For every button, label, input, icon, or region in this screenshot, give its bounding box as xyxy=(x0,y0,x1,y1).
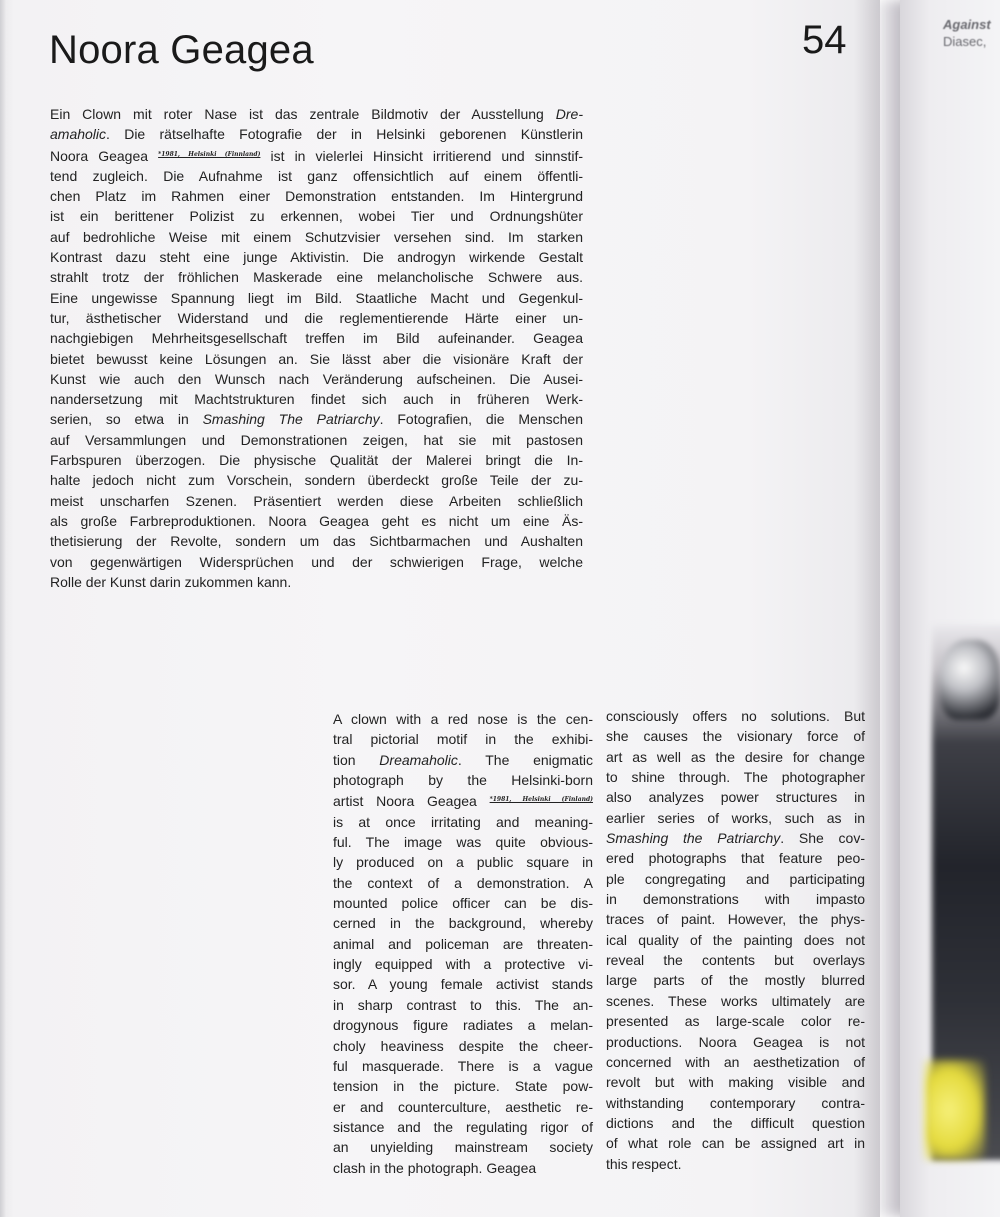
text-line xyxy=(606,889,865,909)
text-run: she causes the visionary force of xyxy=(606,728,865,745)
text-run: chen Platz im Rahmen einer Demonstration entstanden. Im Hintergrund xyxy=(50,188,583,205)
text-run: art as well as the desire for change xyxy=(606,748,865,765)
text-run: auf bedrohliche Weise mit einem Schutzvisier versehen sind. Im starken xyxy=(50,228,583,245)
text-run: Noora Geagea xyxy=(50,147,159,164)
text-run: also analyzes power structures in xyxy=(606,789,865,806)
text-line xyxy=(50,288,583,308)
text-run: meist unscharfen Szenen. Präsentiert werden diese Arbeiten schließlich xyxy=(50,492,583,509)
text-run: ful masquerade. There is a vague xyxy=(333,1057,593,1074)
text-run: nandersetzung mit Machtstrukturen findet sich auch in früheren Werk- xyxy=(50,391,583,408)
text-line xyxy=(606,787,865,807)
text-run: revolt but with making visible and xyxy=(606,1074,865,1091)
text-run: als große Farbreproduktionen. Noora Geagea geht es nicht um eine Äs- xyxy=(50,512,583,529)
text-run: tur, ästhetischer Widerstand und die reglementierende Härte einer un- xyxy=(50,309,583,326)
text-run: . The enigmatic xyxy=(457,751,593,768)
text-line xyxy=(50,186,583,206)
text-run: dictions and the difficult question xyxy=(606,1114,865,1131)
text-run: presented as large-scale color re- xyxy=(606,1013,865,1030)
text-line xyxy=(606,930,865,950)
text-run: Kontrast dazu steht eine junge Aktivistin. Die androgyn wirkende Gestalt xyxy=(50,249,583,266)
text-run: auf Versammlungen und Demonstrationen zeigen, hat sie mit pastosen xyxy=(50,431,583,448)
text-line xyxy=(606,828,865,848)
text-run: sistance and the regulating rigor of xyxy=(333,1118,593,1135)
page-title: Noora Geagea xyxy=(49,28,314,72)
text-line xyxy=(606,1072,865,1092)
text-line xyxy=(50,328,583,348)
text-line xyxy=(333,873,593,893)
text-line xyxy=(50,470,583,490)
text-run: animal and policeman are threaten- xyxy=(333,935,593,952)
text-line xyxy=(333,913,593,933)
text-run: drogynous figure radiates a melan- xyxy=(333,1017,593,1034)
text-run: ered photographs that feature peo- xyxy=(606,850,865,867)
text-run: clash in the photograph. Geagea xyxy=(333,1159,537,1176)
text-line xyxy=(606,1133,865,1153)
text-line xyxy=(50,450,583,470)
text-line xyxy=(606,950,865,970)
text-run: er and counterculture, aesthetic re- xyxy=(333,1098,593,1115)
text-run: an unyielding mainstream society xyxy=(333,1139,593,1156)
facing-page-line-1: Against xyxy=(943,17,991,32)
text-line xyxy=(606,1113,865,1133)
text-run: . She cov- xyxy=(780,830,865,847)
text-run: concerned with an aesthetization of xyxy=(606,1053,865,1070)
text-line xyxy=(333,709,593,729)
text-run: photograph by the Helsinki-born xyxy=(333,772,593,789)
text-line xyxy=(333,1036,593,1056)
text-run: ly produced on a public square in xyxy=(333,854,593,871)
text-line xyxy=(333,934,593,954)
text-run: large parts of the mostly blurred xyxy=(606,972,865,989)
text-run: artist Noora Geagea xyxy=(333,793,490,810)
text-line xyxy=(606,747,865,767)
text-line xyxy=(606,1154,865,1174)
text-run: . Die rätselhafte Fotografie der in Helsinki geborenen Künstlerin xyxy=(106,126,583,143)
italic-title: amaholic xyxy=(50,126,107,143)
text-line xyxy=(50,247,583,267)
text-run: traces of paint. However, the phys- xyxy=(606,911,865,928)
text-line xyxy=(606,1093,865,1113)
text-run: thetisierung der Revolte, sondern um das Sichtbarmachen und Aushalten xyxy=(50,533,583,550)
text-line xyxy=(50,430,583,450)
text-line xyxy=(333,995,593,1015)
text-line xyxy=(333,1097,593,1117)
text-run: bietet bewusst keine Lösungen an. Sie lässt aber die visionäre Kraft der xyxy=(50,350,583,367)
text-run: ist ein berittener Polizist zu erkennen, wobei Tier und Ordnungshüter xyxy=(50,208,583,225)
text-run: serien, so etwa in xyxy=(50,411,203,428)
text-line xyxy=(606,869,865,889)
text-line xyxy=(333,790,593,811)
text-line xyxy=(333,852,593,872)
text-line xyxy=(50,206,583,226)
text-run: earlier series of works, such as in xyxy=(606,809,865,826)
yellow-jacket-image-fragment xyxy=(925,1060,985,1160)
text-run: tend zugleich. Die Aufnahme ist ganz offensichtlich auf einem öffentli- xyxy=(50,167,583,184)
text-run: in sharp contrast to this. The an- xyxy=(333,996,593,1013)
text-line xyxy=(606,767,865,787)
text-line xyxy=(50,369,583,389)
facing-page-header xyxy=(943,16,991,50)
text-run: von gegenwärtigen Widersprüchen und der schwierigen Frage, welche xyxy=(50,553,583,570)
text-line xyxy=(333,770,593,790)
text-run: tral pictorial motif in the exhibi- xyxy=(333,731,593,748)
text-line xyxy=(50,552,583,572)
english-text-column-left xyxy=(333,709,593,1178)
text-run: consciously offers no solutions. But xyxy=(606,708,865,724)
text-line xyxy=(333,812,593,832)
italic-title: Dre- xyxy=(555,106,583,122)
text-run: the context of a demonstration. A xyxy=(333,874,593,891)
text-line xyxy=(606,909,865,929)
text-run: scenes. These works ultimately are xyxy=(606,992,865,1009)
text-run: this respect. xyxy=(606,1155,682,1172)
text-run: is at once irritating and meaning- xyxy=(333,813,593,830)
text-line xyxy=(606,1032,865,1052)
text-line xyxy=(50,227,583,247)
text-run: . Fotografien, die Menschen xyxy=(379,411,583,428)
text-line xyxy=(333,1015,593,1035)
text-line xyxy=(50,267,583,287)
text-run: ful. The image was quite obvious- xyxy=(333,834,593,851)
german-text-block xyxy=(50,104,583,592)
text-run: reveal the contents but overlays xyxy=(606,952,865,969)
page-number: 54 xyxy=(802,18,847,62)
italic-title: Smashing the Patriarchy xyxy=(606,830,781,847)
text-line xyxy=(50,145,583,166)
artist-bio-note: *1981, Helsinki (Finnland) xyxy=(158,150,261,158)
text-line xyxy=(606,970,865,990)
text-run: withstanding contemporary contra- xyxy=(606,1094,865,1111)
text-line xyxy=(333,750,593,770)
text-line xyxy=(606,808,865,828)
text-run: nachgiebigen Mehrheitsgesellschaft treffen im Bild aufeinander. Geagea xyxy=(50,330,583,347)
italic-title: Smashing The Patriarchy xyxy=(202,411,380,428)
text-run: productions. Noora Geagea is not xyxy=(606,1033,865,1050)
text-run: ingly equipped with a protective vi- xyxy=(333,956,593,973)
text-run: ical quality of the painting does not xyxy=(606,931,865,948)
text-line xyxy=(606,848,865,868)
text-line xyxy=(50,349,583,369)
text-run: Ein Clown mit roter Nase ist das zentrale Bildmotiv der Ausstellung xyxy=(50,106,556,122)
text-run: cerned in the background, whereby xyxy=(333,915,593,932)
text-line xyxy=(606,726,865,746)
facing-page-line-2: Diasec, xyxy=(943,34,987,49)
text-line xyxy=(333,1158,593,1178)
text-run: strahlt trotz der fröhlichen Maskerade eine melancholische Schwere aus. xyxy=(50,269,583,286)
text-run: choly heaviness despite the cheer- xyxy=(333,1037,593,1054)
text-line xyxy=(333,1137,593,1157)
text-line xyxy=(50,491,583,511)
text-run: tion xyxy=(333,751,380,768)
text-line xyxy=(50,104,583,124)
text-run: of what role can be assigned art in xyxy=(606,1135,865,1152)
text-line xyxy=(606,1011,865,1031)
italic-title: Dreamaholic xyxy=(379,751,458,768)
text-line xyxy=(333,729,593,749)
facing-page-fragment xyxy=(900,0,1000,1217)
text-run: ist in vielerlei Hinsicht irritierend und sinnstif- xyxy=(260,147,583,164)
text-line xyxy=(50,308,583,328)
text-run: in demonstrations with impasto xyxy=(606,891,865,908)
text-line xyxy=(50,531,583,551)
text-run: Rolle der Kunst darin zukommen kann. xyxy=(50,573,292,590)
text-run: halte jedoch nicht zum Vorschein, sondern überdeckt große Teile der zu- xyxy=(50,472,583,489)
text-run: Kunst wie auch den Wunsch nach Veränderung aufscheinen. Die Ausei- xyxy=(50,370,583,387)
helmet-image-fragment xyxy=(940,640,1000,720)
text-run: tension in the picture. State pow- xyxy=(333,1078,593,1095)
text-run: Farbspuren überzogen. Die physische Qualität der Malerei bringt die In- xyxy=(50,452,583,469)
text-line xyxy=(606,1052,865,1072)
text-line xyxy=(50,409,583,429)
text-line xyxy=(333,832,593,852)
text-run: ple congregating and participating xyxy=(606,870,865,887)
text-line xyxy=(606,991,865,1011)
text-line xyxy=(50,389,583,409)
english-text-column-right xyxy=(606,706,865,1174)
text-run: A clown with a red nose is the cen- xyxy=(333,711,593,727)
text-run: sor. A young female activist stands xyxy=(333,976,593,993)
text-line xyxy=(50,572,583,592)
text-line xyxy=(333,1076,593,1096)
text-run: to shine through. The photographer xyxy=(606,769,865,786)
text-run: Eine ungewisse Spannung liegt im Bild. Staatliche Macht und Gegenkul- xyxy=(50,289,583,306)
text-line xyxy=(333,1056,593,1076)
text-line xyxy=(333,954,593,974)
text-line xyxy=(333,893,593,913)
text-line xyxy=(50,124,583,144)
text-line xyxy=(333,974,593,994)
text-line xyxy=(50,166,583,186)
artist-bio-note: *1981, Helsinki (Finland) xyxy=(489,796,593,804)
text-line xyxy=(50,511,583,531)
text-line xyxy=(606,706,865,726)
text-run: mounted police officer can be dis- xyxy=(333,895,593,912)
text-line xyxy=(333,1117,593,1137)
